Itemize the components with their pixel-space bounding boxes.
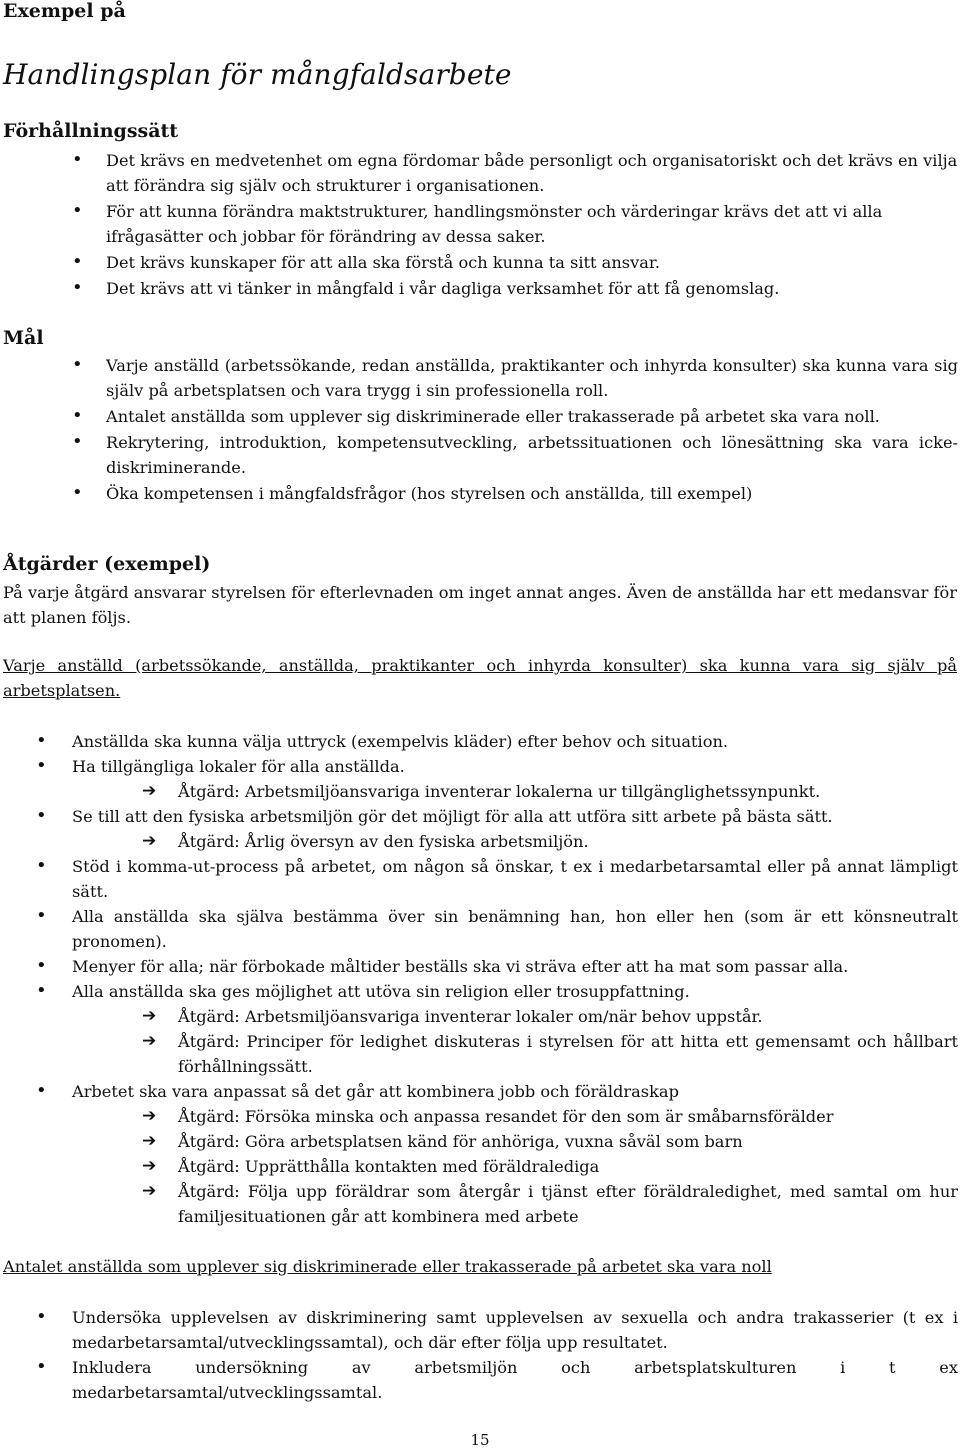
bullet-icon: • [72, 200, 83, 221]
bullet-icon: • [72, 251, 83, 272]
bullet-icon: • [36, 1356, 47, 1377]
arrow-right-icon: ➔ [142, 781, 157, 801]
list-item: • Arbetet ska vara anpassat så det går att kombinera jobb och föräldraskap ➔ Åtgärd: Försöka minska och anpassa resandet för den som är småbarnsförälder ➔ Åtgärd: Göra arbetsplatsen känd för anhöriga, vuxna såväl som barn ➔ Åtgärd: Upprätthålla kontakten med föräldralediga ➔ Åtgärd: Följa upp föräldrar som återgår i tjänst efter föräldraledighet, med samtal om hur familjesituationen går att kombinera med arbete [72, 1079, 958, 1229]
heading-approach: Förhållningssätt [3, 120, 179, 142]
list-item: • Rekrytering, introduktion, kompetensutveckling, arbetssituationen och lönesättning ska vara icke-diskriminerande. [72, 431, 958, 477]
list-item: • Alla anställda ska ges möjlighet att utöva sin religion eller trosuppfattning. ➔ Åtgärd: Arbetsmiljöansvariga inventerar lokaler om/när behov uppstår. ➔ Åtgärd: Principer för ledighet diskuteras i styrelsen för att hitta ett gemensamt och hållbart förhållningssätt. [72, 979, 958, 1079]
action-sub-item: ➔ Åtgärd: Följa upp föräldrar som återgår i tjänst efter föräldraledighet, med samtal om hur familjesituationen går att kombinera med arbete [142, 1181, 958, 1226]
arrow-right-icon: ➔ [142, 1006, 157, 1026]
arrow-right-icon: ➔ [142, 1106, 157, 1126]
list-item: • Det krävs en medvetenhet om egna fördomar både personligt och organisatoriskt och det krävs en vilja att förändra sig själv och strukturer i organisationen. [72, 149, 958, 195]
page-number: 15 [470, 1431, 490, 1449]
action-sub-item: ➔ Åtgärd: Arbetsmiljöansvariga inventerar lokaler om/när behov uppstår. [72, 1004, 958, 1029]
page-title: Handlingsplan för mångfaldsarbete [3, 58, 512, 91]
action-sub-item: ➔ Åtgärd: Principer för ledighet diskuteras i styrelsen för att hitta ett gemensamt och hållbart förhållningssätt. [142, 1031, 958, 1076]
arrow-right-icon: ➔ [142, 1031, 157, 1051]
action-sub-item: ➔ Åtgärd: Årlig översyn av den fysiska arbetsmiljön. [72, 829, 958, 854]
goals-list [72, 353, 958, 507]
list-item: • Öka kompetensen i mångfaldsfrågor (hos styrelsen och anställda, till exempel) [72, 482, 753, 503]
approach-list [72, 148, 958, 302]
list-item: • Det krävs kunskaper för att alla ska förstå och kunna ta sitt ansvar. [72, 251, 660, 272]
bullet-icon: • [72, 149, 83, 170]
actions-intro: På varje åtgärd ansvarar styrelsen för efterlevnaden om inget annat anges. Även de anställda har ett medansvar för att planen följs. [3, 583, 957, 627]
list-item: • Se till att den fysiska arbetsmiljön gör det möjligt för alla att utföra sitt arbete på bästa sätt. ➔ Åtgärd: Årlig översyn av den fysiska arbetsmiljön. [72, 804, 958, 854]
heading-goals: Mål [3, 327, 44, 349]
list-item: • Alla anställda ska själva bestämma över sin benämning han, hon eller hen (som är ett könsneutralt pronomen). [36, 905, 958, 951]
goal2-heading: Antalet anställda som upplever sig diskriminerade eller trakasserade på arbetet ska vara noll [3, 1257, 772, 1276]
action-sub-item: ➔ Åtgärd: Upprätthålla kontakten med föräldralediga [72, 1154, 958, 1179]
bullet-icon: • [72, 277, 83, 298]
bullet-icon: • [36, 955, 47, 976]
bullet-icon: • [72, 354, 83, 375]
goal1-actions-list [36, 729, 958, 1229]
bullet-icon: • [36, 855, 47, 876]
bullet-icon: • [36, 1306, 47, 1327]
goal2-actions-list [36, 1305, 958, 1405]
list-item: • Ha tillgängliga lokaler för alla anställda. ➔ Åtgärd: Arbetsmiljöansvariga inventerar lokalerna ur tillgänglighetssynpunkt. [72, 754, 958, 804]
bullet-icon: • [72, 482, 83, 503]
action-sub-item: ➔ Åtgärd: Arbetsmiljöansvariga inventerar lokalerna ur tillgänglighetssynpunkt. [72, 779, 958, 804]
list-item: • För att kunna förändra maktstrukturer, handlingsmönster och värderingar krävs det att vi alla ifrågasätter och jobbar för förändring av dessa saker. [72, 200, 883, 246]
list-item: • Anställda ska kunna välja uttryck (exempelvis kläder) efter behov och situation. [36, 730, 729, 751]
list-item: • Menyer för alla; när förbokade måltider beställs ska vi sträva efter att ha mat som passar alla. [36, 955, 849, 976]
bullet-icon: • [36, 980, 47, 1001]
action-sub-item: ➔ Åtgärd: Göra arbetsplatsen känd för anhöriga, vuxna såväl som barn [72, 1129, 958, 1154]
list-item: • Varje anställd (arbetssökande, redan anställda, praktikanter och inhyrda konsulter) ska kunna vara sig själv på arbetsplatsen och vara trygg i sin professionella roll. [72, 354, 958, 400]
action-sub-item: ➔ Åtgärd: Försöka minska och anpassa resandet för den som är småbarnsförälder [72, 1104, 958, 1129]
heading-actions: Åtgärder (exempel) [3, 553, 211, 575]
bullet-icon: • [36, 755, 47, 776]
list-item: • Undersöka upplevelsen av diskriminering samt upplevelsen av sexuella och andra trakasserier (t ex i medarbetarsamtal/utvecklingssamtal), och där efter följa upp resultatet. [36, 1306, 958, 1352]
example-label: Exempel på [3, 0, 126, 22]
bullet-icon: • [72, 431, 83, 452]
goal1-heading: Varje anställd (arbetssökande, anställda, praktikanter och inhyrda konsulter) ska kunna vara sig själv på arbetsplatsen. [3, 656, 957, 700]
bullet-icon: • [36, 730, 47, 751]
list-item: • Antalet anställda som upplever sig diskriminerade eller trakasserade på arbetet ska vara noll. [72, 405, 880, 426]
arrow-right-icon: ➔ [142, 1156, 157, 1176]
arrow-right-icon: ➔ [142, 1131, 157, 1151]
bullet-icon: • [36, 1080, 47, 1101]
list-item: • Det krävs att vi tänker in mångfald i vår dagliga verksamhet för att få genomslag. [72, 277, 780, 298]
bullet-icon: • [36, 805, 47, 826]
bullet-icon: • [36, 905, 47, 926]
list-item: • Inkludera undersökning av arbetsmiljön och arbetsplatskulturen i t ex medarbetarsamtal/utvecklingssamtal. [36, 1356, 958, 1402]
arrow-right-icon: ➔ [142, 831, 157, 851]
bullet-icon: • [72, 405, 83, 426]
list-item: • Stöd i komma-ut-process på arbetet, om någon så önskar, t ex i medarbetarsamtal eller på annat lämpligt sätt. [36, 855, 958, 901]
arrow-right-icon: ➔ [142, 1181, 157, 1201]
